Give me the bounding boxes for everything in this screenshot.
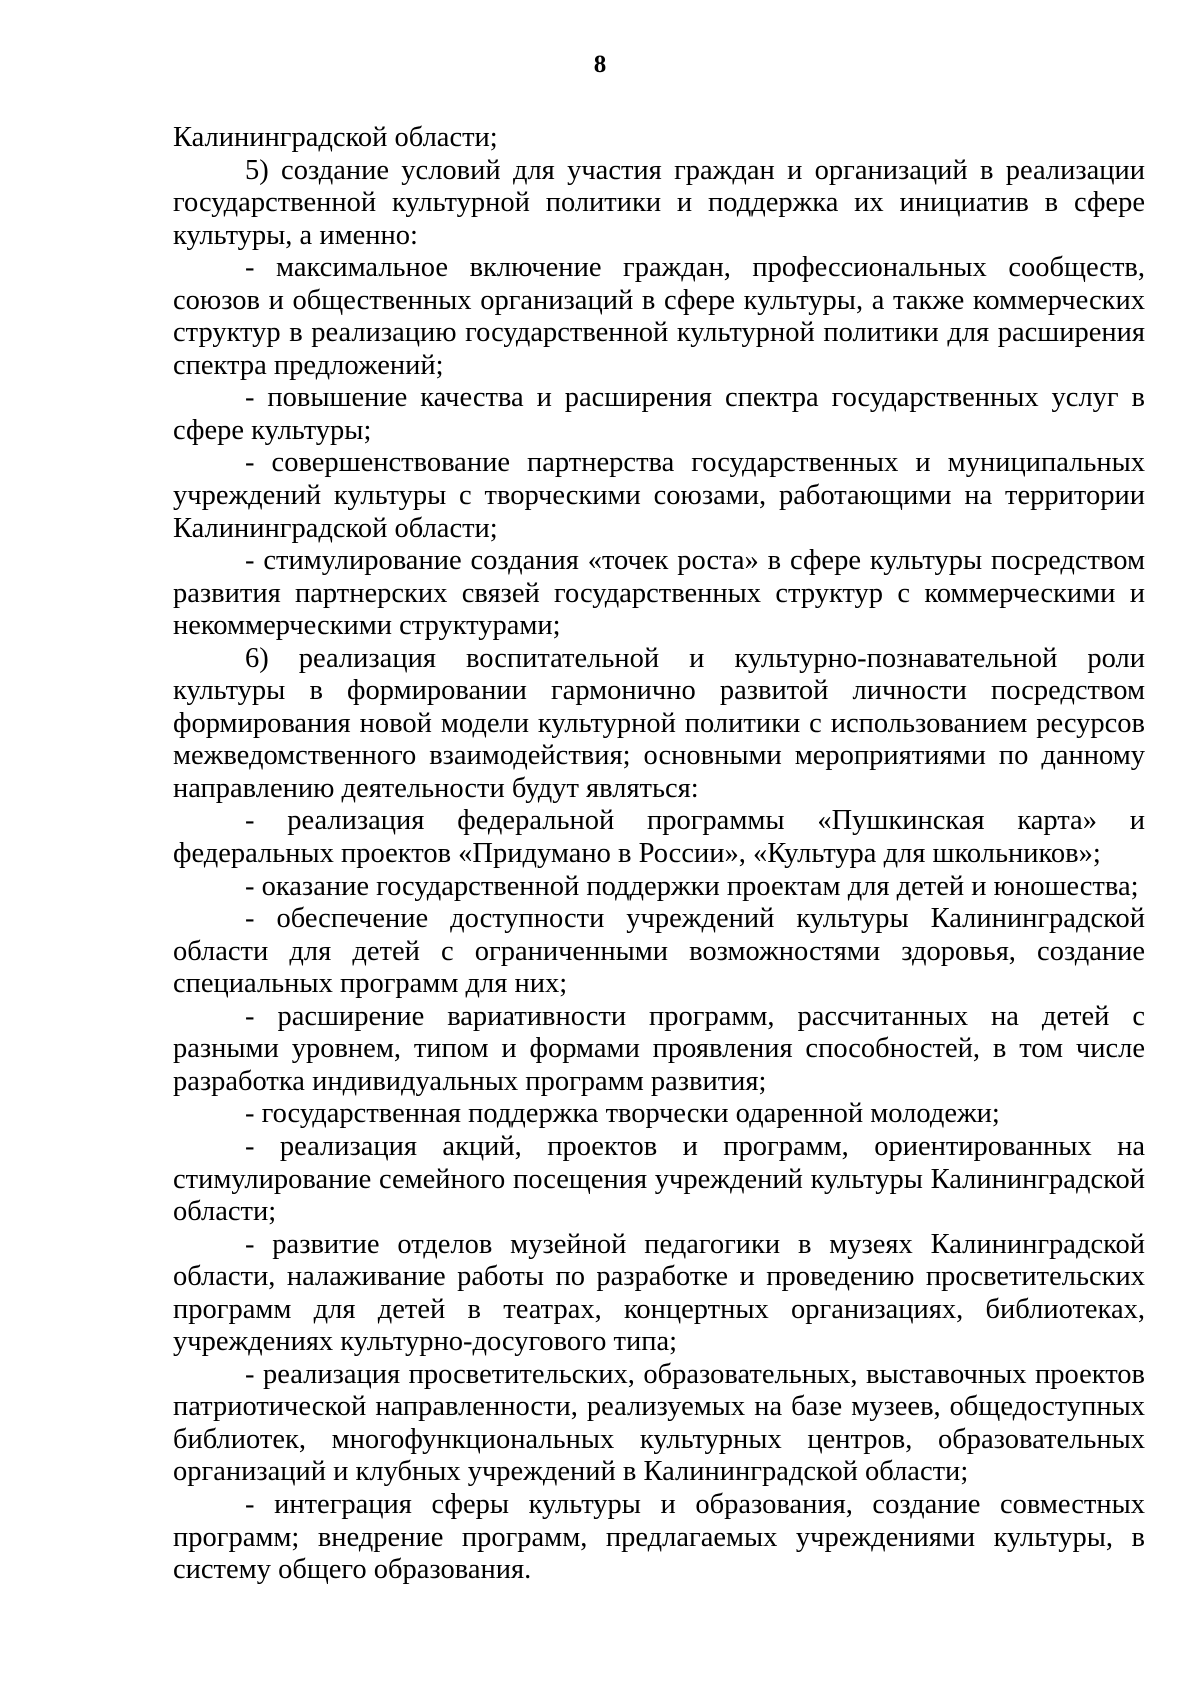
paragraph: Калининградской области; bbox=[173, 122, 498, 153]
page-number: 8 bbox=[593, 51, 607, 78]
paragraph: - реализация федеральной программы «Пушкинская карта» и федеральных проектов «Придумано в России», «Культура для школьников»; bbox=[173, 805, 1145, 870]
paragraph: - совершенствование партнерства государственных и муниципальных учреждений культуры с творческими союзами, работающими на территории Калининградской области; bbox=[173, 447, 1145, 544]
paragraph: - обеспечение доступности учреждений культуры Калининградской области для детей с ограниченными возможностями здоровья, создание специальных программ для них; bbox=[173, 903, 1145, 1000]
paragraph: - стимулирование создания «точек роста» в сфере культуры посредством развития партнерских связей государственных структур с коммерческими и некоммерческими структурами; bbox=[173, 545, 1145, 642]
paragraph: - реализация акций, проектов и программ, ориентированных на стимулирование семейного посещения учреждений культуры Калининградской области; bbox=[173, 1130, 1145, 1228]
paragraph: - реализация просветительских, образовательных, выставочных проектов патриотической направленности, реализуемых на базе музеев, общедоступных библиотек, многофункциональных культурных центров, образовательных организаций и клубных учреждений в Калининградской области; bbox=[173, 1358, 1145, 1488]
paragraph: - развитие отделов музейной педагогики в музеях Калининградской области, налаживание работы по разработке и проведению просветительских программ для детей в театрах, концертных организациях, библиотеках, учреждениях культурно-досугового типа; bbox=[173, 1228, 1145, 1358]
paragraph: - интеграция сферы культуры и образования, создание совместных программ; внедрение программ, предлагаемых учреждениями культуры, в систему общего образования. bbox=[173, 1488, 1145, 1586]
document-body bbox=[173, 122, 1145, 1587]
paragraph: - максимальное включение граждан, профессиональных сообществ, союзов и общественных организаций в сфере культуры, а также коммерческих структур в реализацию государственной культурной политики для расширения спектра предложений; bbox=[173, 252, 1145, 381]
paragraph: 6) реализация воспитательной и культурно-познавательной роли культуры в формировании гармонично развитой личности посредством формирования новой модели культурной политики с использованием ресурсов межведомственного взаимодействия; основными мероприятиями по данному направлению деятельности будут являться: bbox=[173, 642, 1145, 804]
paragraph: - повышение качества и расширения спектра государственных услуг в сфере культуры; bbox=[173, 382, 1145, 446]
paragraph: - расширение вариативности программ, рассчитанных на детей с разными уровнем, типом и формами проявления способностей, в том числе разработка индивидуальных программ развития; bbox=[173, 1000, 1145, 1097]
paragraph: - оказание государственной поддержки проектам для детей и юношества; bbox=[245, 870, 1139, 902]
paragraph: 5) создание условий для участия граждан и организаций в реализации государственной культурной политики и поддержка их инициатив в сфере культуры, а именно: bbox=[173, 154, 1145, 251]
paragraph: - государственная поддержка творчески одаренной молодежи; bbox=[245, 1098, 1000, 1130]
